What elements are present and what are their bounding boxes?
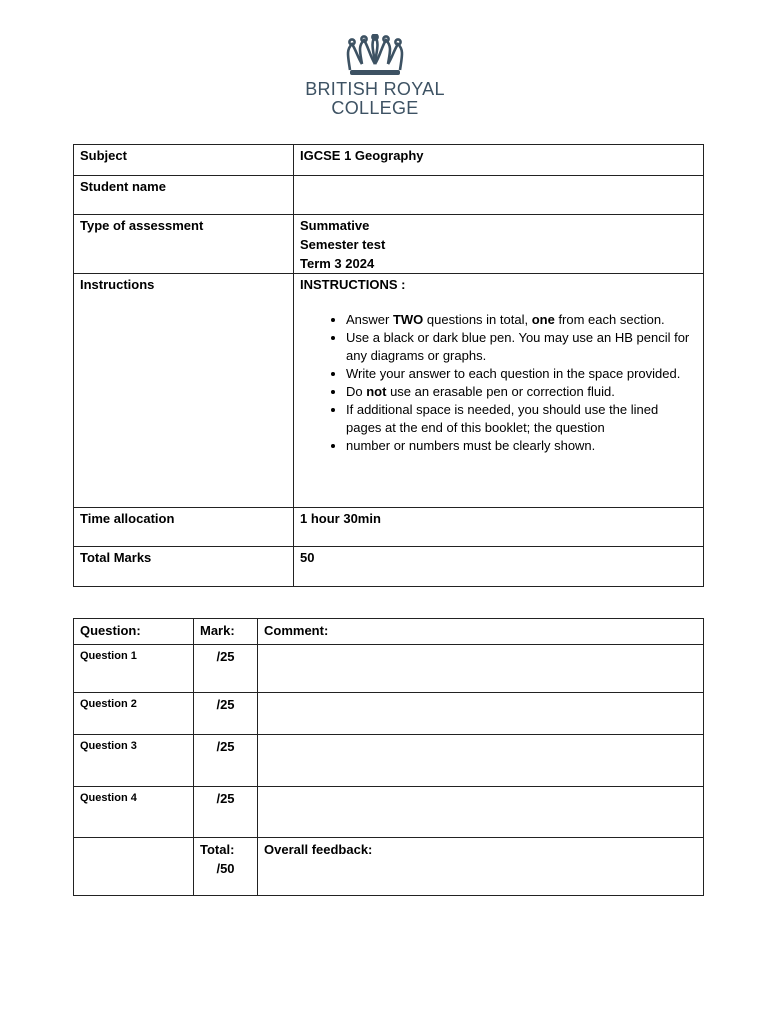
time-allocation-label: Time allocation (74, 508, 294, 547)
total-row-blank (74, 838, 194, 896)
overall-feedback-label[interactable]: Overall feedback: (258, 838, 704, 896)
mark-cell[interactable]: /25 (194, 735, 258, 787)
mark-cell[interactable]: /25 (194, 645, 258, 693)
time-allocation-value: 1 hour 30min (294, 508, 704, 547)
instruction-item: • If additional space is needed, you should use the lined pages at the end of this booklet; the question (346, 401, 697, 437)
comment-cell[interactable] (258, 645, 704, 693)
subject-label: Subject (74, 145, 294, 176)
table-row (74, 787, 704, 838)
table-row (74, 693, 704, 735)
instruction-item: • Do not use an erasable pen or correction fluid. (346, 383, 697, 401)
marks-header-row (74, 619, 704, 645)
total-row (74, 838, 704, 896)
instructions-list (300, 311, 697, 455)
question-label: Question 4 (74, 787, 194, 838)
subject-row (74, 145, 704, 176)
assessment-type-label: Type of assessment (74, 215, 294, 274)
subject-value: IGCSE 1 Geography (294, 145, 704, 176)
mark-cell[interactable]: /25 (194, 787, 258, 838)
logo-text-line1: BRITISH ROYAL (305, 79, 445, 99)
total-marks-label: Total Marks (74, 547, 294, 587)
mark-cell[interactable]: /25 (194, 693, 258, 735)
assessment-type-value (294, 215, 704, 274)
question-label: Question 2 (74, 693, 194, 735)
instruction-item: • Answer TWO questions in total, one from each section. (346, 311, 697, 329)
instruction-item: • number or numbers must be clearly shown. (346, 437, 697, 455)
total-cell (194, 838, 258, 896)
instructions-cell (294, 274, 704, 508)
instructions-label: Instructions (74, 274, 294, 508)
question-label: Question 1 (74, 645, 194, 693)
logo-text-line2: COLLEGE (331, 98, 419, 118)
instructions-heading: INSTRUCTIONS : (300, 277, 406, 292)
total-marks-value: 50 (294, 547, 704, 587)
assessment-line: Summative (300, 218, 370, 233)
student-name-field[interactable] (294, 176, 704, 215)
table-row (74, 645, 704, 693)
assessment-type-row (74, 215, 704, 274)
table-row (74, 735, 704, 787)
comment-header: Comment: (258, 619, 704, 645)
question-label: Question 3 (74, 735, 194, 787)
total-mark: /50 (216, 861, 235, 876)
instructions-row (74, 274, 704, 508)
student-name-label: Student name (74, 176, 294, 215)
instruction-item: • Write your answer to each question in the space provided. (346, 365, 697, 383)
time-allocation-row (74, 508, 704, 547)
crown-icon (342, 34, 408, 78)
college-logo (290, 34, 460, 124)
comment-cell[interactable] (258, 787, 704, 838)
marks-table (73, 618, 704, 896)
assessment-line: Term 3 2024 (300, 256, 375, 271)
total-marks-row (74, 547, 704, 587)
assessment-info-table (73, 144, 704, 587)
instruction-item: • Use a black or dark blue pen. You may use an HB pencil for any diagrams or graphs. (346, 329, 697, 365)
assessment-line: Semester test (300, 237, 386, 252)
question-header: Question: (74, 619, 194, 645)
comment-cell[interactable] (258, 735, 704, 787)
student-name-row (74, 176, 704, 215)
total-label: Total: (200, 842, 235, 857)
comment-cell[interactable] (258, 693, 704, 735)
mark-header: Mark: (194, 619, 258, 645)
